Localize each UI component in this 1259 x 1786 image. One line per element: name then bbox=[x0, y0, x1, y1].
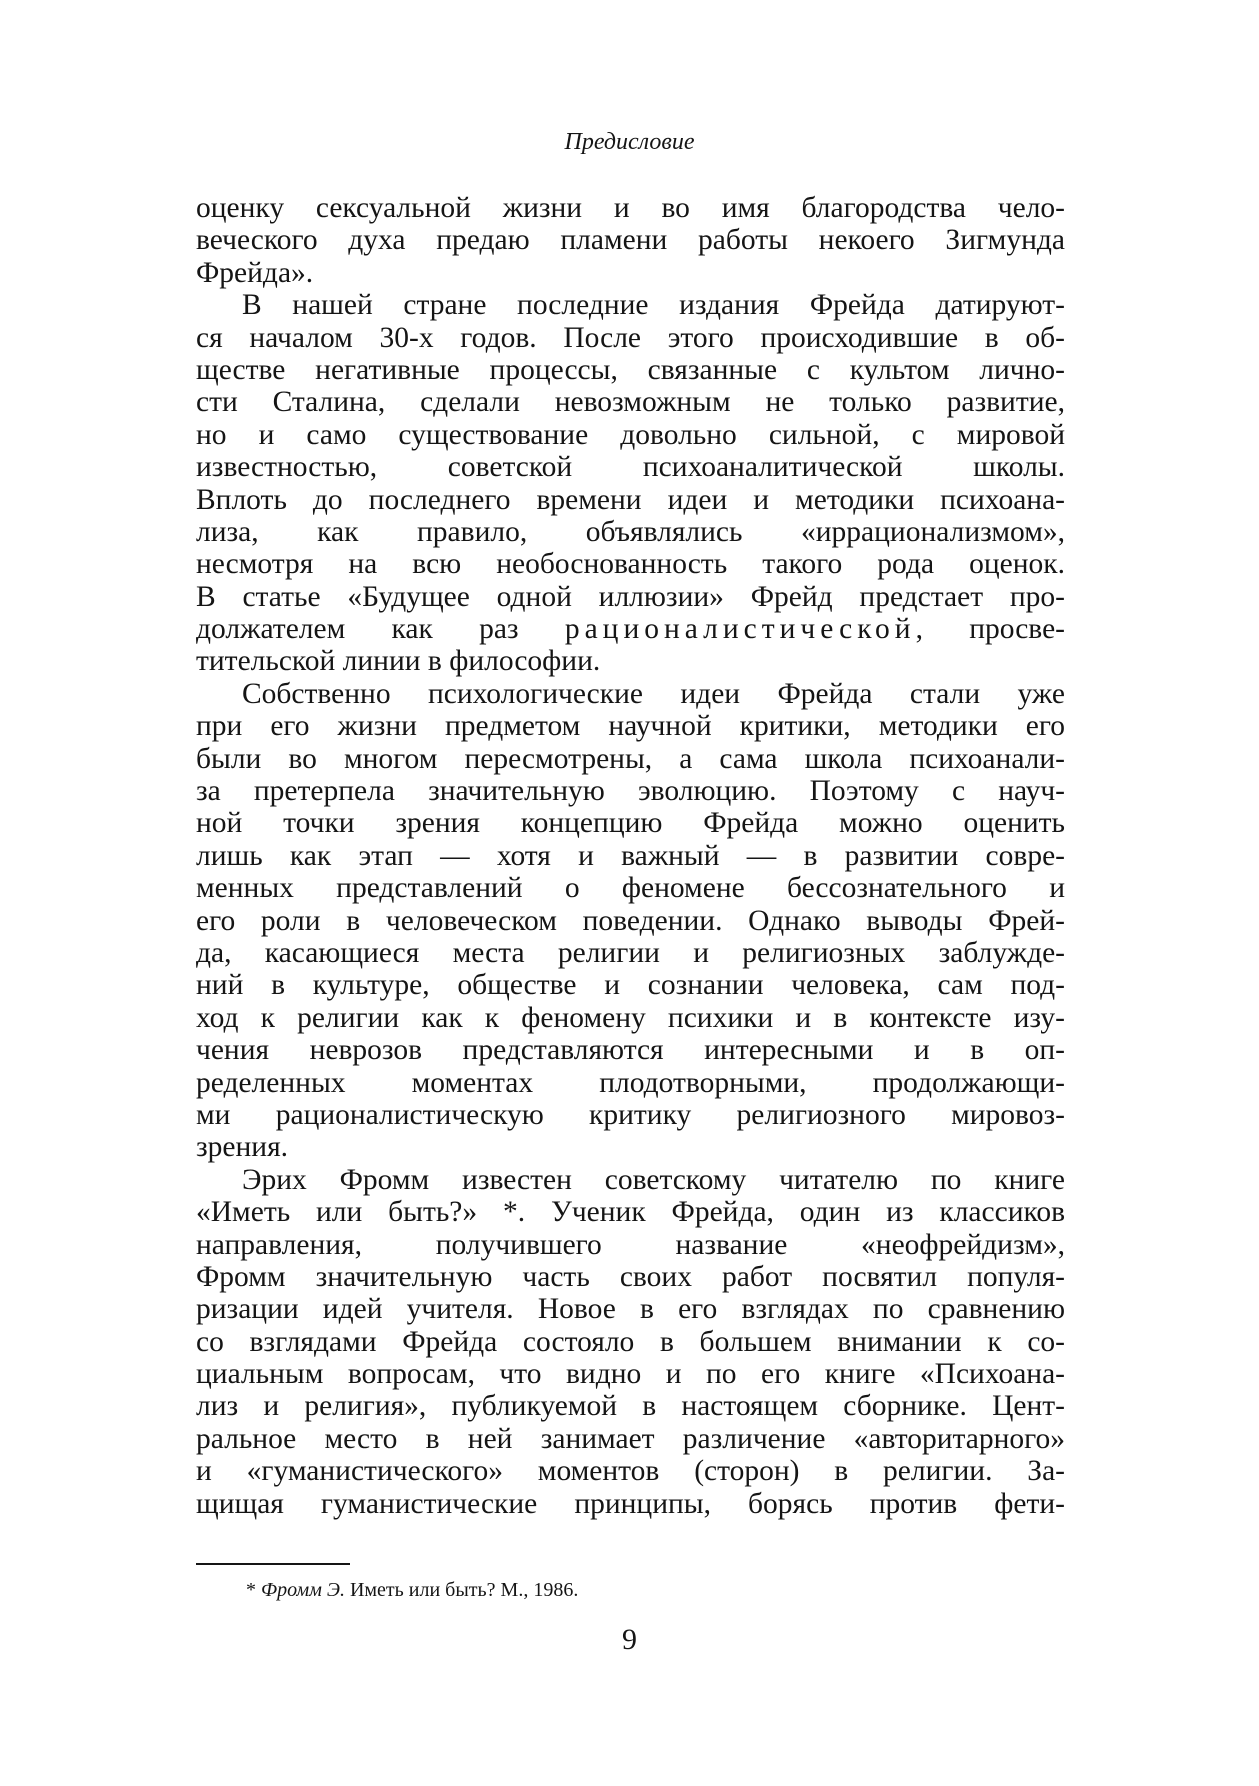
body-text bbox=[196, 192, 1065, 1520]
text-line: Фрейда». bbox=[196, 256, 314, 289]
text-line: ральное место в ней занимает различение «авторитарного» bbox=[196, 1422, 1065, 1455]
paragraph-start-line: В нашей стране последние издания Фрейда датируют- bbox=[242, 289, 1065, 322]
text-line: оценку сексуальной жизни и во имя благородства чело- bbox=[196, 192, 1065, 224]
text-line: ми рационалистическую критику религиозного мировоз- bbox=[196, 1098, 1065, 1131]
text-line: ний в культуре, обществе и сознании человека, сам под- bbox=[196, 969, 1065, 1002]
text-segment: , просве- bbox=[915, 613, 1065, 646]
text-line: при его жизни предметом научной критики, методики его bbox=[196, 710, 1065, 743]
text-line: его роли в человеческом поведении. Однако выводы Фрей- bbox=[196, 904, 1065, 937]
text-line: ределенных моментах плодотворными, продолжающи- bbox=[196, 1066, 1065, 1099]
paragraph-start-line: Эрих Фромм известен советскому читателю по книге bbox=[242, 1163, 1065, 1196]
text-line: ся началом 30-х годов. После этого происходившие в об- bbox=[196, 321, 1065, 354]
text-line: лиза, как правило, объявлялись «иррационализмом», bbox=[196, 515, 1065, 548]
text-line: веческого духа предаю пламени работы некоего Зигмунда bbox=[196, 224, 1065, 257]
text-line: были во многом пересмотрены, а сама школа психоанали- bbox=[196, 742, 1065, 775]
text-line: сти Сталина, сделали невозможным не только развитие, bbox=[196, 386, 1065, 419]
text-line: и «гуманистического» моментов (сторон) в религии. За- bbox=[196, 1455, 1065, 1488]
text-line: В статье «Будущее одной иллюзии» Фрейд предстает про- bbox=[196, 580, 1065, 613]
text-line: чения неврозов представляются интересными и в оп- bbox=[196, 1034, 1065, 1067]
text-line: Фромм значительную часть своих работ посвятил популя- bbox=[196, 1260, 1065, 1293]
text-line: Вплоть до последнего времени идеи и методики психоана- bbox=[196, 483, 1065, 516]
text-line: лишь как этап — хотя и важный — в развитии совре- bbox=[196, 839, 1065, 872]
text-line: ществе негативные процессы, связанные с культом лично- bbox=[196, 353, 1065, 386]
text-line: несмотря на всю необоснованность такого рода оценок. bbox=[196, 548, 1065, 581]
running-title: Предисловие bbox=[564, 129, 695, 155]
text-line: направления, получившего название «неофрейдизм», bbox=[196, 1228, 1065, 1261]
text-line: тительской линии в философии. bbox=[196, 645, 601, 678]
text-line: «Иметь или быть?» *. Ученик Фрейда, один из классиков bbox=[196, 1196, 1065, 1229]
text-line: лиз и религия», публикуемой в настоящем сборнике. Цент- bbox=[196, 1390, 1065, 1423]
text-line: за претерпела значительную эволюцию. Поэтому с науч- bbox=[196, 775, 1065, 808]
text-segment: должателем как раз bbox=[196, 613, 565, 646]
text-line: ной точки зрения концепцию Фрейда можно оценить bbox=[196, 807, 1065, 840]
text-line: зрения. bbox=[196, 1131, 289, 1164]
page-number: 9 bbox=[622, 1623, 637, 1656]
text-line: известностью, советской психоаналитической школы. bbox=[196, 451, 1065, 484]
spaced-emphasis: рационалистической bbox=[564, 613, 916, 646]
text-line: циальным вопросам, что видно и по его книге «Психоана- bbox=[196, 1358, 1065, 1391]
text-line: со взглядами Фрейда состояло в большем внимании к со- bbox=[196, 1325, 1065, 1358]
paragraph-start-line: Собственно психологические идеи Фрейда стали уже bbox=[242, 677, 1065, 710]
footnote-author: Фромм Э. bbox=[261, 1579, 345, 1601]
footnote-marker: * bbox=[246, 1579, 256, 1601]
text-line bbox=[196, 613, 1065, 645]
footnote-divider bbox=[196, 1563, 350, 1565]
text-line: ход к религии как к феномену психики и в контексте изу- bbox=[196, 1001, 1065, 1034]
text-line: менных представлений о феномене бессознательного и bbox=[196, 872, 1065, 905]
footnote bbox=[246, 1577, 578, 1603]
footnote-text: Иметь или быть? М., 1986. bbox=[349, 1579, 579, 1601]
text-line: ризации идей учителя. Новое в его взглядах по сравнению bbox=[196, 1293, 1065, 1326]
text-line: да, касающиеся места религии и религиозных заблужде- bbox=[196, 936, 1065, 969]
text-line: щищая гуманистические принципы, борясь против фети- bbox=[196, 1487, 1065, 1520]
text-line: но и само существование довольно сильной, с мировой bbox=[196, 418, 1065, 451]
